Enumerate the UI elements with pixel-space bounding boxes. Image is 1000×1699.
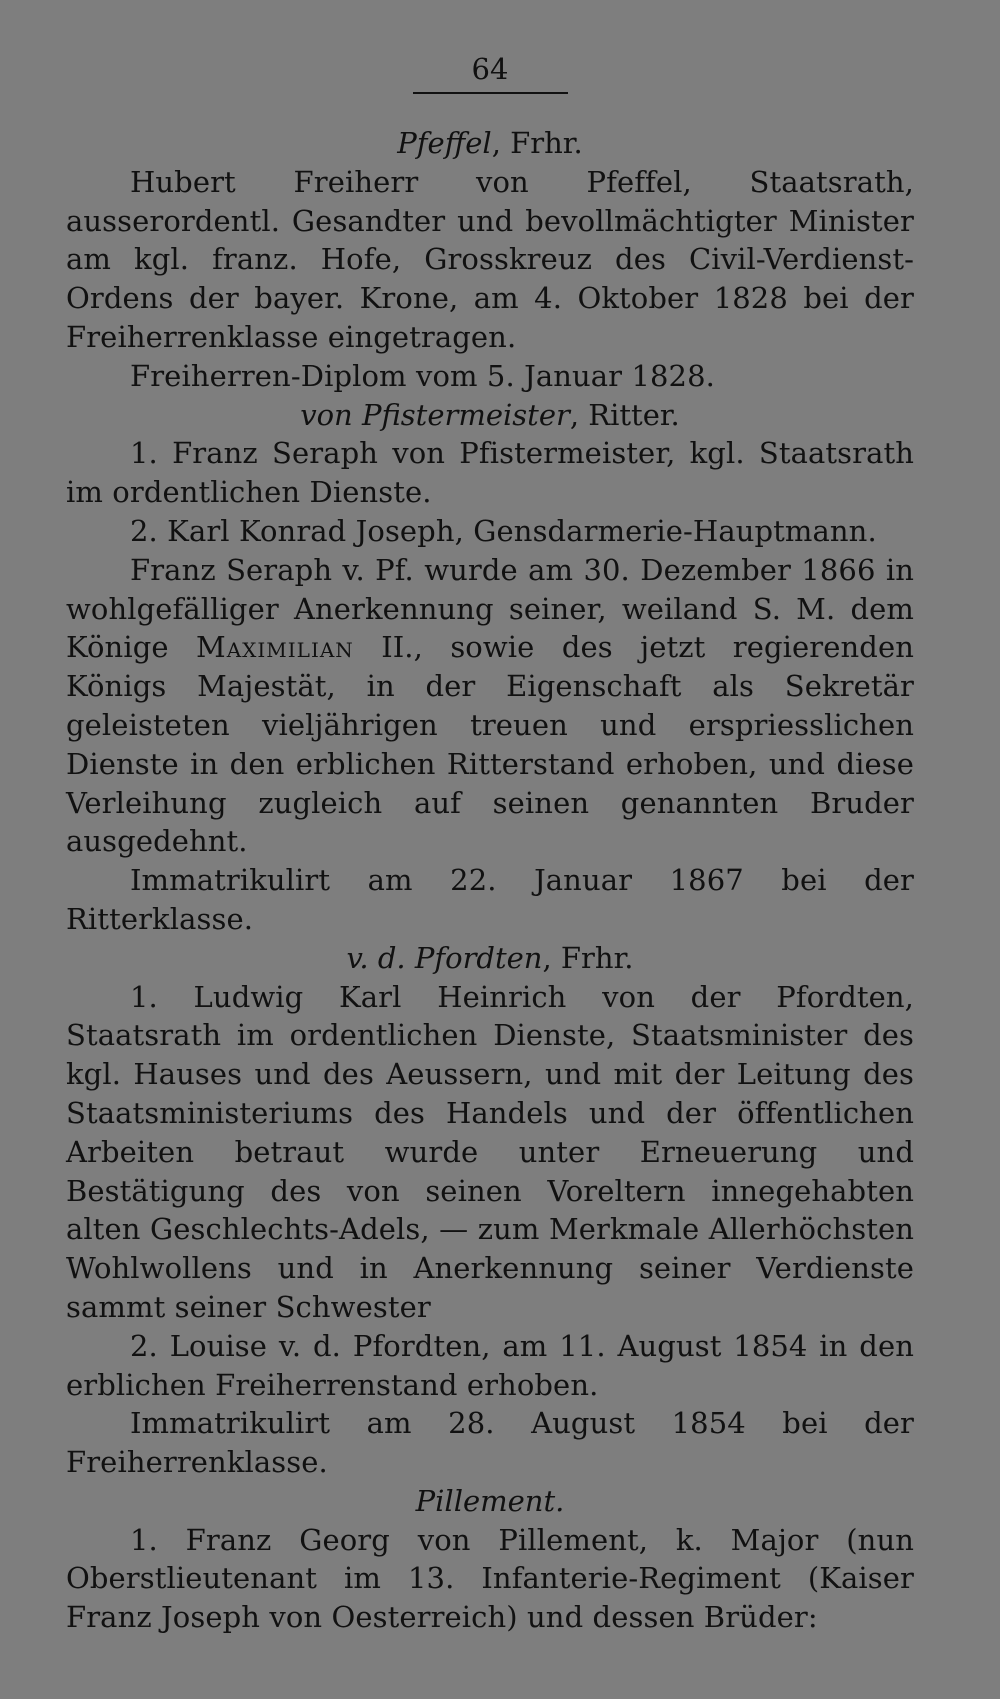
paragraph: 1. Ludwig Karl Heinrich von der Pfordten, Staatsrath im ordentlichen Dienste, Staatsminister des kgl. Hauses und des Aeussern, und mit der Leitung des Staatsministeriums des Handels und der öffentlichen Arbeiten betraut wurde unter Erneuerung und Bestätigung des von seinen Voreltern innegehabten alten Geschlechts-Adels, — zum Merkmale Allerhöchsten Wohlwollens und in Anerkennung seiner Verdienste sammt seiner Schwester [66,979,914,1324]
family-name: von Pfistermeister [300,397,570,432]
paragraph: Immatrikulirt am 28. August 1854 bei der Freiherrenklasse. [66,1406,914,1480]
title-suffix: , Ritter. [569,397,680,432]
paragraph: 2. Karl Konrad Joseph, Gensdarmerie-Hauptmann. [130,513,877,548]
paragraph: Freiherren-Diplom vom 5. Januar 1828. [130,358,715,393]
text-run: Franz Seraph v. Pf. wurde am 30. Dezember 1866 in wohlgefälliger Anerkennung seiner, weiland S. M. dem Könige [66,552,914,665]
title-suffix: , Frhr. [542,940,634,975]
entry-heading-pfordten [66,939,914,978]
family-name: Pillement. [415,1483,565,1518]
paragraph: Hubert Freiherr von Pfeffel, Staatsrath, ausserordentl. Gesandter und bevollmächtigter Minister am kgl. franz. Hofe, Grosskreuz des Civil-Verdienst-Ordens der bayer. Krone, am 4. Oktober 1828 bei der Freiherrenklasse eingetragen. [66,164,914,354]
header-rule [413,92,568,94]
entry-heading-pillement [66,1482,914,1521]
entry-heading-pfistermeister [66,396,914,435]
paragraph-ennoblement [66,551,914,861]
text-run: II., sowie des jetzt regierenden Königs Majestät, in der Eigenschaft als Sekretär geleisteten vieljährigen treuen und erspriesslichen Dienste in den erblichen Ritterstand erhoben, und diese Verleihung zugleich auf seinen genannten Bruder ausgedehnt. [66,630,914,859]
paragraph: 2. Louise v. d. Pfordten, am 11. August 1854 in den erblichen Freiherrenstand erhoben. [66,1328,914,1402]
title-suffix: , Frhr. [491,126,583,160]
document-page [66,52,914,1637]
family-name: v. d. Pfordten [346,940,543,975]
entry-heading-pfeffel [66,124,914,163]
king-name: Maximilian [196,630,354,665]
paragraph: 1. Franz Georg von Pillement, k. Major (nun Oberstlieutenant im 13. Infanterie-Regiment (Kaiser Franz Joseph von Oesterreich) und dessen Brüder: [66,1522,914,1635]
family-name: Pfeffel [397,126,492,160]
page-number: 64 [471,52,509,86]
paragraph: Immatrikulirt am 22. Januar 1867 bei der Ritterklasse. [66,863,914,936]
paragraph: 1. Franz Seraph von Pfistermeister, kgl. Staatsrath im ordentlichen Dienste. [66,436,914,510]
